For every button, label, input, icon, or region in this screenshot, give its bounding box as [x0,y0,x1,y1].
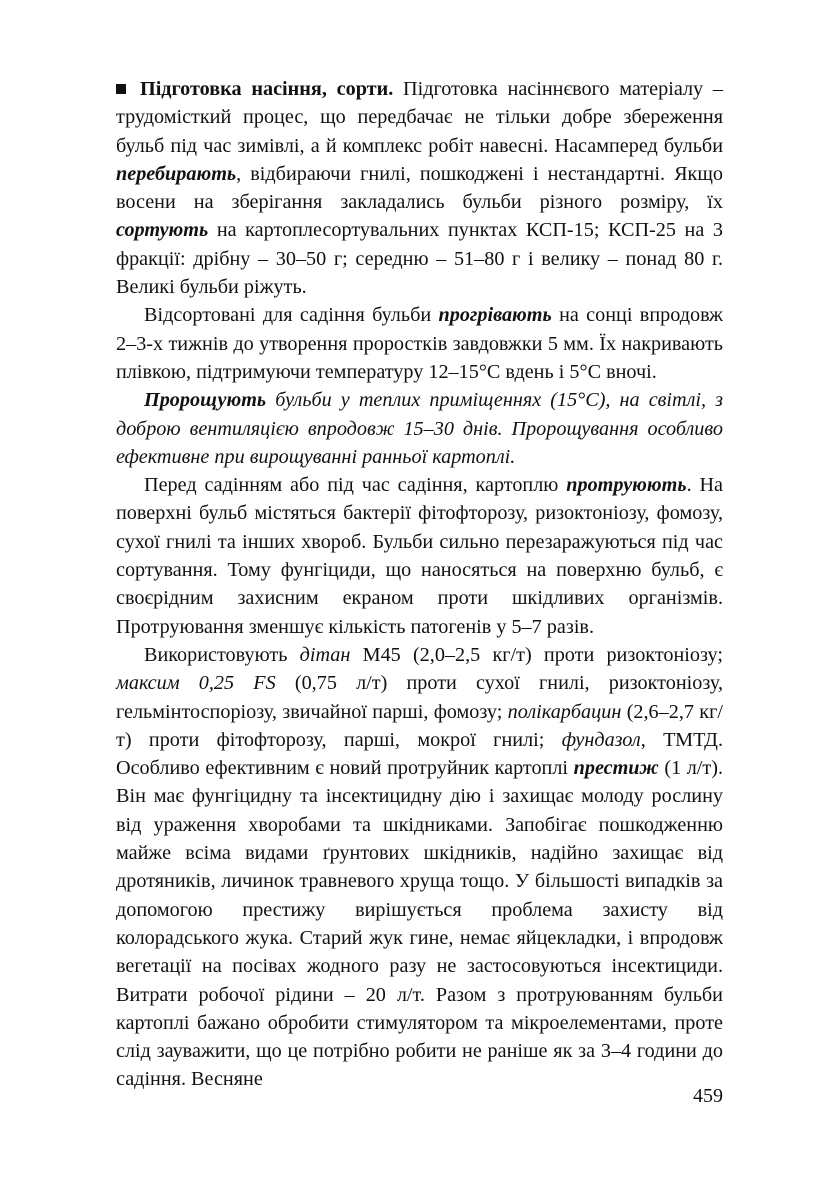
italic-text: полікарбацин [507,700,622,723]
bold-italic-term: прогрівають [438,304,552,327]
paragraph-fungicides [116,641,723,1094]
bold-italic-term: перебирають [116,162,237,185]
bold-italic-term: престиж [573,757,659,780]
text-run: Використовують [144,643,300,666]
italic-text: бульби у теплих приміщеннях (15°С), на світлі, з доброю вентиляцією впродовж 15–30 днів. Пророщування особливо ефективне при вирощуванні ранньої картоплі. [116,389,723,468]
text-run: . На поверхні бульб містяться бактерії фітофторозу, ризоктоніозу, фомозу, сухої гнилі та інших хвороб. Бульби сильно перезаражуються під час сортування. Тому фунгіциди, що наносяться на поверхню бульб, є своєрідним захисним екраном проти шкідливих організмів. Протруювання зменшує кількість патогенів у 5–7 разів. [116,474,723,638]
paragraph-body [116,644,723,1090]
paragraph-body [116,389,723,468]
paragraph-sprouting [116,386,723,471]
text-run: на сонці впродовж 2–3-х тижнів до утворення проростків завдовжки 5 мм. Їх накривають плівкою, підтримуючи температуру 12–15°С вдень і 5°С вночі. [116,304,723,383]
text-run: , відбираючи гнилі, пошкоджені і нестандартні. Якщо восени на зберігання закладались бульби різного розміру, їх [116,162,723,214]
text-run: на картоплесортувальних пунктах КСП-15; КСП-25 на 3 фракції: дрібну – 30–50 г; середню – 51–80 г і велику – понад 80 г. Великі бульби ріжуть. [116,219,723,299]
text-run: Відсортовані для садіння бульби [144,304,439,327]
paragraph-body [116,304,723,383]
page-number: 459 [693,1085,723,1107]
bold-italic-term: сортують [116,219,209,242]
paragraph-treatment [116,471,723,641]
text-run: Перед садінням або під час садіння, картоплю [144,474,567,497]
text-run: М45 (2,0–2,5 кг/т) проти ризоктоніозу; [350,643,723,666]
bold-italic-term: протруюють [566,474,687,497]
paragraph-body [116,474,723,637]
bold-italic-term: Пророщують [144,389,267,412]
italic-text: максим 0,25 FS [116,672,276,695]
italic-text: фундазол [561,728,641,751]
square-bullet-icon [116,84,126,94]
text-run: Підготовка насіннєвого матеріалу – трудомісткий процес, що передбачає не тільки добре збереження бульб під час зимівлі, а й комплекс робіт навесні. Насамперед бульби [116,78,723,157]
italic-text: дітан [299,643,351,666]
text-run: , ТМТД. Особливо ефективним є новий протруйник картоплі [116,728,723,780]
paragraph-seed-preparation [116,75,723,301]
section-heading: Підготовка насіння, сорти. [140,78,394,100]
text-run: (2,6–2,7 кг/т) проти фітофторозу, парші, мокрої гнилі; [116,700,723,751]
text-run: (0,75 л/т) проти сухої гнилі, ризоктоніозу, гельмінтоспоріозу, звичайної парші, фомозу; [116,672,723,723]
paragraph-body [116,78,723,298]
page-text [116,75,723,1094]
text-run: (1 л/т). Він має фунгіцидну та інсектицидну дію і захищає молоду рослину від ураження хворобами та шкідниками. Запобігає пошкодженню майже всіма видами ґрунтових шкідників, надійно захищає від дротяників, личинок травневого хруща тощо. У більшості випадків за допомогою престижу вирішується проблема захисту від колорадського жука. Старий жук гине, немає яйцекладки, і впродовж вегетації на посівах жодного разу не застосовуються інсектициди. Витрати робочої рідини – 20 л/т. Разом з протруюванням бульби картоплі бажано обробити стимулятором та мікроелементами, проте слід зауважити, що це потрібно робити не раніше як за 3–4 години до садіння. Весняне [116,757,724,1091]
paragraph-warming [116,301,723,386]
